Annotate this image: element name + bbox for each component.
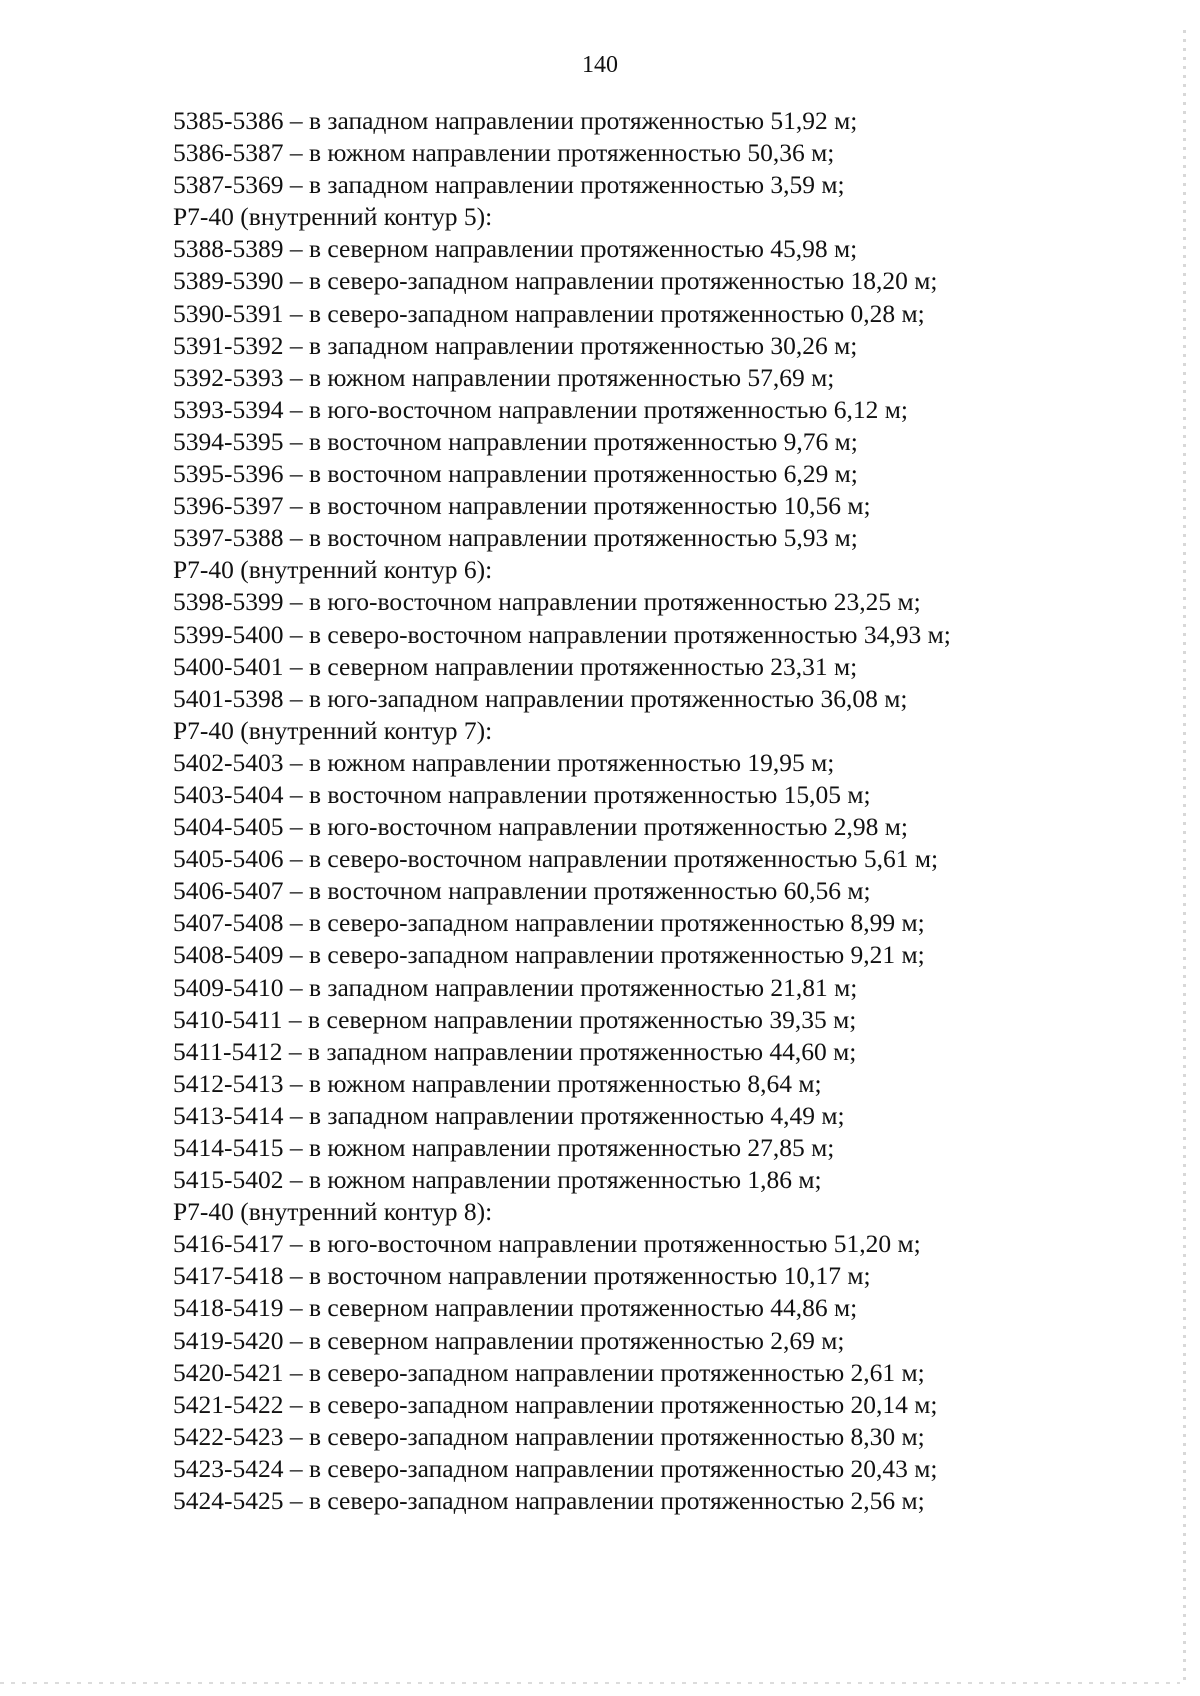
segment-line: 5393-5394 – в юго-восточном направлении протяженностью 6,12 м; xyxy=(173,394,909,424)
segment-line: 5417-5418 – в восточном направлении протяженностью 10,17 м; xyxy=(173,1261,871,1291)
segment-line: 5406-5407 – в восточном направлении протяженностью 60,56 м; xyxy=(173,876,871,906)
document-body xyxy=(173,105,1140,1517)
segment-line: 5400-5401 – в северном направлении протяженностью 23,31 м; xyxy=(173,651,858,681)
segment-line: 5415-5402 – в южном направлении протяженностью 1,86 м; xyxy=(173,1165,822,1195)
segment-line: 5395-5396 – в восточном направлении протяженностью 6,29 м; xyxy=(173,459,858,489)
segment-line: 5418-5419 – в северном направлении протяженностью 44,86 м; xyxy=(173,1293,858,1323)
segment-line: 5419-5420 – в северном направлении протяженностью 2,69 м; xyxy=(173,1325,845,1355)
segment-line: 5416-5417 – в юго-восточном направлении протяженностью 51,20 м; xyxy=(173,1229,921,1259)
segment-line: 5410-5411 – в северном направлении протяженностью 39,35 м; xyxy=(173,1004,857,1034)
contour-heading: Р7-40 (внутренний контур 8): xyxy=(173,1197,493,1227)
scan-edge-artifact xyxy=(0,1682,1180,1684)
segment-line: 5414-5415 – в южном направлении протяженностью 27,85 м; xyxy=(173,1133,835,1162)
segment-line: 5413-5414 – в западном направлении протяженностью 4,49 м; xyxy=(173,1100,845,1130)
segment-line: 5412-5413 – в южном направлении протяженностью 8,64 м; xyxy=(173,1068,822,1098)
segment-line: 5408-5409 – в северо-западном направлении протяженностью 9,21 м; xyxy=(173,940,925,970)
segment-line: 5387-5369 – в западном направлении протяженностью 3,59 м; xyxy=(173,170,845,200)
segment-line: 5392-5393 – в южном направлении протяженностью 57,69 м; xyxy=(173,362,835,392)
segment-line: 5404-5405 – в юго-восточном направлении протяженностью 2,98 м; xyxy=(173,812,909,842)
segment-line: 5411-5412 – в западном направлении протяженностью 44,60 м; xyxy=(173,1036,857,1066)
segment-line: 5398-5399 – в юго-восточном направлении протяженностью 23,25 м; xyxy=(173,587,921,617)
segment-line: 5385-5386 – в западном направлении протяженностью 51,92 м; xyxy=(173,106,858,135)
segment-line: 5405-5406 – в северо-восточном направлении протяженностью 5,61 м; xyxy=(173,844,939,874)
contour-heading: Р7-40 (внутренний контур 6): xyxy=(173,555,493,585)
segment-line: 5423-5424 – в северо-западном направлении протяженностью 20,43 м; xyxy=(173,1453,938,1483)
segment-line: 5421-5422 – в северо-западном направлении протяженностью 20,14 м; xyxy=(173,1389,938,1419)
segment-line: 5403-5404 – в восточном направлении протяженностью 15,05 м; xyxy=(173,779,871,809)
segment-line: 5402-5403 – в южном направлении протяженностью 19,95 м; xyxy=(173,747,835,777)
contour-heading: Р7-40 (внутренний контур 7): xyxy=(173,715,493,745)
segment-line: 5424-5425 – в северо-западном направлении протяженностью 2,56 м; xyxy=(173,1486,925,1516)
segment-line: 5409-5410 – в западном направлении протяженностью 21,81 м; xyxy=(173,972,858,1002)
segment-line: 5422-5423 – в северо-западном направлении протяженностью 8,30 м; xyxy=(173,1421,925,1451)
segment-line: 5396-5397 – в восточном направлении протяженностью 10,56 м; xyxy=(173,491,871,521)
page-number: 140 xyxy=(582,52,618,78)
segment-line: 5407-5408 – в северо-западном направлении протяженностью 8,99 м; xyxy=(173,908,925,938)
segment-line: 5394-5395 – в восточном направлении протяженностью 9,76 м; xyxy=(173,426,858,456)
segment-line: 5391-5392 – в западном направлении протяженностью 30,26 м; xyxy=(173,330,858,360)
segment-line: 5397-5388 – в восточном направлении протяженностью 5,93 м; xyxy=(173,523,858,553)
contour-heading: Р7-40 (внутренний контур 5): xyxy=(173,202,493,232)
segment-line: 5389-5390 – в северо-западном направлении протяженностью 18,20 м; xyxy=(173,266,938,296)
segment-line: 5401-5398 – в юго-западном направлении протяженностью 36,08 м; xyxy=(173,683,908,713)
segment-line: 5386-5387 – в южном направлении протяженностью 50,36 м; xyxy=(173,138,835,168)
segment-line: 5420-5421 – в северо-западном направлении протяженностью 2,61 м; xyxy=(173,1357,925,1387)
scan-edge-artifact xyxy=(1183,30,1186,1680)
segment-line: 5388-5389 – в северном направлении протяженностью 45,98 м; xyxy=(173,234,858,264)
segment-line: 5399-5400 – в северо-восточном направлении протяженностью 34,93 м; xyxy=(173,619,951,649)
segment-line: 5390-5391 – в северо-западном направлении протяженностью 0,28 м; xyxy=(173,298,925,328)
